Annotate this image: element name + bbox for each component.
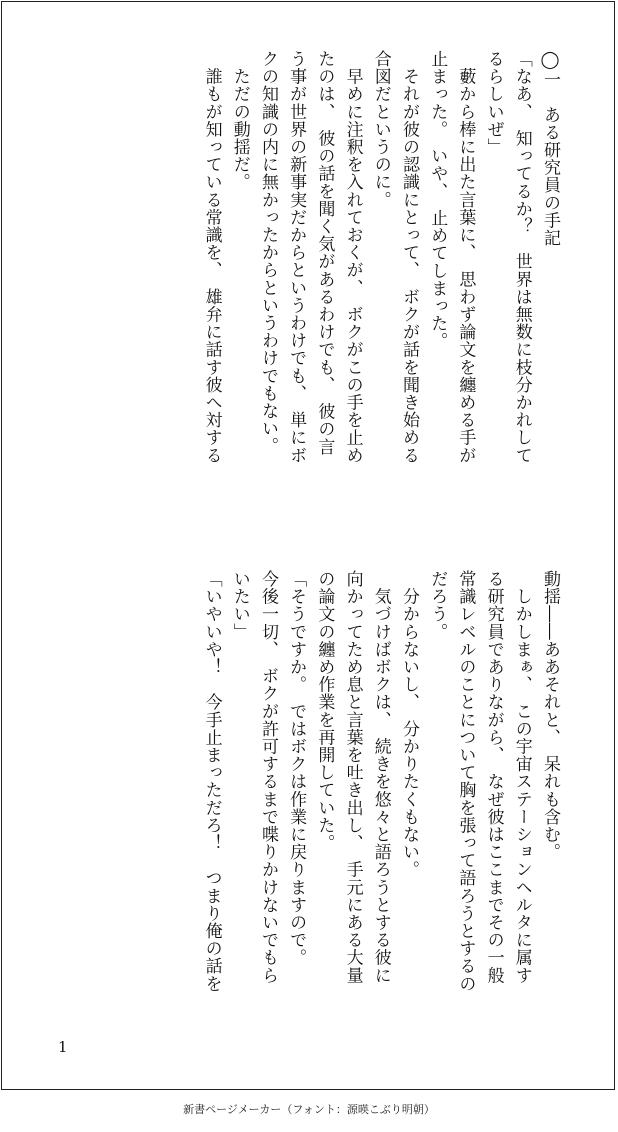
text-line: 動揺――ああそれと、 呆れも含む。 [540, 570, 560, 861]
text-line: いたい」 [229, 570, 250, 641]
text-line: それが彼の認識にとって、 ボクが話を聞き始める [398, 50, 419, 464]
text-line: だろう。 [427, 570, 448, 641]
text-line: 気づけばボクは、 続きを悠々と語ろうとする彼に [370, 570, 391, 984]
text-line: クの知識の内に無かったからというわけでもない。 [257, 50, 278, 455]
text-line: 常識レベルのことについて胸を張って語ろうとするの [455, 570, 476, 993]
page-number: 1 [58, 1038, 68, 1056]
text-line: たのは、 彼の話を聞く気があるわけでも、 彼の言 [314, 50, 335, 456]
chapter-heading: ◯一 ある研究員の手記 [540, 50, 560, 247]
text-line: 「そうですか。 ではボクは作業に戻りますので。 [286, 570, 307, 967]
text-line: 早めに注釈を入れておくが、 ボクがこの手を止め [342, 50, 363, 464]
text-line: る研究員でありながら、 なぜ彼はここまでその一般 [483, 570, 504, 984]
footer-credit: 新書ページメーカー（フォント：源暎こぶり明朝） [183, 1103, 435, 1116]
text-line: 分からないし、 分かりたくもない。 [398, 570, 419, 879]
text-line: 誰もが知っている常識を、 雄弁に話す彼へ対する [201, 50, 222, 464]
text-block-top [197, 50, 564, 530]
text-line: 向かってため息と言葉を吐き出し、 手元にある大量 [342, 570, 363, 984]
text-line: ただの動揺だ。 [229, 50, 250, 191]
text-line: 止まった。 いや、 止めてしまった。 [427, 50, 448, 350]
text-line: 「いやいや！ 今手止まっただろ！ つまり俺の話を [201, 570, 222, 993]
text-line: の論文の纏め作業を再開していた。 [314, 570, 335, 852]
text-line: う事が世界の新事実だからというわけでも、 単にボ [286, 50, 307, 464]
text-line: 藪から棒に出た言葉に、 思わず論文を纏める手が [455, 50, 476, 464]
text-line: しかしまぁ、 この宇宙ステーションヘルタに属す [511, 570, 532, 984]
text-block-bottom [197, 570, 564, 1020]
text-line: 「なあ、 知ってるか？ 世界は無数に枝分かれして [511, 50, 532, 464]
page-frame [1, 1, 615, 1090]
text-line: 今後一切、 ボクが許可するまで喋りかけないでもら [257, 570, 278, 984]
text-line: 合図だというのに。 [370, 50, 391, 209]
text-line: るらしいぜ」 [483, 50, 504, 156]
